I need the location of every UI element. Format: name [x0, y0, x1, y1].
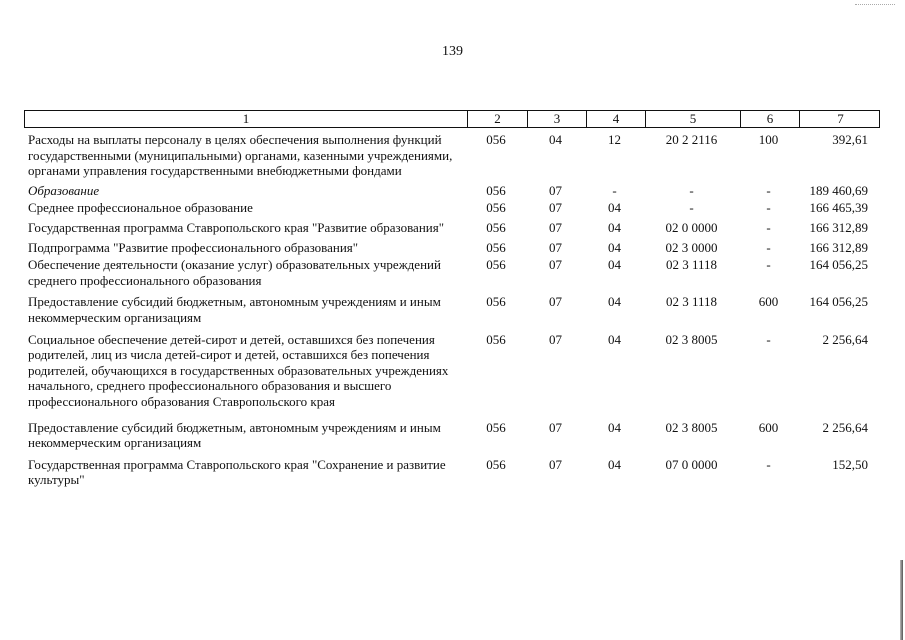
row-target-article: -	[689, 200, 694, 216]
row-ministry-code: 056	[486, 219, 506, 235]
row-target-article: 20 2 2116	[665, 132, 718, 147]
row-ministry-code: 056	[486, 456, 506, 472]
row-name: Обеспечение деятельности (оказание услуг) образовательных учреждений среднего профессионального образования	[28, 257, 441, 288]
header-col-2: 2	[467, 111, 527, 127]
row-ministry-code: 056	[486, 182, 506, 198]
row-section-code: 07	[549, 456, 562, 472]
table-row	[24, 200, 880, 216]
row-name: Предоставление субсидий бюджетным, автономным учреждениям и иным некоммерческим организациям	[28, 294, 441, 325]
row-subsection-code: 04	[608, 331, 621, 347]
row-expense-type: -	[766, 219, 771, 235]
row-expense-type: 100	[758, 132, 779, 147]
row-expense-type: 600	[758, 294, 779, 310]
row-amount: 152,50	[832, 456, 868, 472]
row-amount: 189 460,69	[809, 182, 868, 198]
row-subsection-code: 12	[608, 132, 621, 147]
row-section-code: 07	[549, 182, 562, 198]
row-amount: 164 056,25	[809, 294, 868, 310]
row-expense-type: -	[766, 200, 771, 216]
header-col-6: 6	[740, 111, 799, 127]
row-target-article: 02 3 8005	[665, 419, 718, 435]
row-name: Социальное обеспечение детей-сирот и детей, оставшихся без попечения родителей, лиц из числа детей-сирот и детей, оставшихся без попечения родителей, обучающихся в государственных образовательных учреждениях начального, среднего профессионального образования и высшего профессионального образования Ставропольского края	[28, 331, 449, 409]
row-target-article: 02 3 1118	[665, 257, 718, 273]
row-amount: 166 312,89	[809, 239, 868, 255]
row-amount: 2 256,64	[822, 331, 868, 347]
row-target-article: 02 3 0000	[665, 239, 718, 255]
row-subsection-code: 04	[608, 200, 621, 216]
row-target-article: 02 0 0000	[665, 219, 718, 235]
table-row	[24, 240, 880, 256]
row-ministry-code: 056	[486, 132, 506, 147]
row-subsection-code: 04	[608, 419, 621, 435]
scan-artifact	[855, 4, 895, 7]
row-ministry-code: 056	[486, 200, 506, 216]
row-expense-type: 600	[758, 419, 779, 435]
row-ministry-code: 056	[486, 331, 506, 347]
row-expense-type: -	[766, 182, 771, 198]
row-subsection-code: 04	[608, 239, 621, 255]
row-section-code: 07	[549, 257, 562, 273]
row-ministry-code: 056	[486, 257, 506, 273]
row-name: Подпрограмма "Развитие профессионального образования"	[28, 239, 359, 255]
table-row	[24, 220, 880, 236]
row-name: Расходы на выплаты персоналу в целях обеспечения выполнения функций государственными (муниципальными) органами, казенными учреждениями, органами управления государственными внебюджетными фондами	[28, 132, 453, 179]
row-section-code: 07	[549, 419, 562, 435]
table-row	[24, 332, 880, 410]
row-section-code: 07	[549, 200, 562, 216]
row-expense-type: -	[766, 331, 771, 347]
row-subsection-code: 04	[608, 219, 621, 235]
row-target-article: 02 3 8005	[665, 331, 718, 347]
row-subsection-code: 04	[608, 257, 621, 273]
header-col-5: 5	[645, 111, 740, 127]
row-subsection-code: 04	[608, 294, 621, 310]
table-row	[24, 294, 880, 325]
table-row	[24, 257, 880, 288]
header-col-3: 3	[527, 111, 586, 127]
row-ministry-code: 056	[486, 294, 506, 310]
header-col-1: 1	[242, 111, 250, 126]
table-row	[24, 183, 880, 199]
table-row	[24, 457, 880, 488]
row-amount: 392,61	[832, 132, 868, 147]
row-amount: 166 465,39	[809, 200, 868, 216]
row-target-article: 02 3 1118	[665, 294, 718, 310]
row-name: Государственная программа Ставропольского края "Сохранение и развитие культуры"	[28, 456, 446, 488]
row-section-code: 04	[549, 132, 562, 147]
table-row	[24, 420, 880, 451]
row-target-article: -	[689, 182, 694, 198]
row-section-code: 07	[549, 331, 562, 347]
row-ministry-code: 056	[486, 419, 506, 435]
page-number: 139	[442, 44, 463, 59]
scan-edge-shadow	[900, 560, 903, 640]
row-section-code: 07	[549, 294, 562, 310]
row-section-code: 07	[549, 219, 562, 235]
row-expense-type: -	[766, 239, 771, 255]
row-name: Образование	[28, 182, 100, 198]
row-name: Предоставление субсидий бюджетным, автономным учреждениям и иным некоммерческим организациям	[28, 419, 441, 451]
row-subsection-code: 04	[608, 456, 621, 472]
table-header	[24, 110, 880, 128]
row-target-article: 07 0 0000	[665, 456, 718, 472]
row-ministry-code: 056	[486, 239, 506, 255]
row-section-code: 07	[549, 239, 562, 255]
row-expense-type: -	[766, 456, 771, 472]
table-row	[24, 132, 880, 179]
row-amount: 166 312,89	[809, 219, 868, 235]
header-col-4: 4	[586, 111, 645, 127]
row-amount: 2 256,64	[822, 419, 868, 435]
header-col-7: 7	[799, 111, 881, 127]
row-subsection-code: -	[612, 182, 617, 198]
row-expense-type: -	[766, 257, 771, 273]
row-name: Государственная программа Ставропольского края "Развитие образования"	[28, 219, 445, 235]
row-amount: 164 056,25	[809, 257, 868, 273]
row-name: Среднее профессиональное образование	[28, 200, 253, 216]
budget-table	[24, 110, 880, 488]
